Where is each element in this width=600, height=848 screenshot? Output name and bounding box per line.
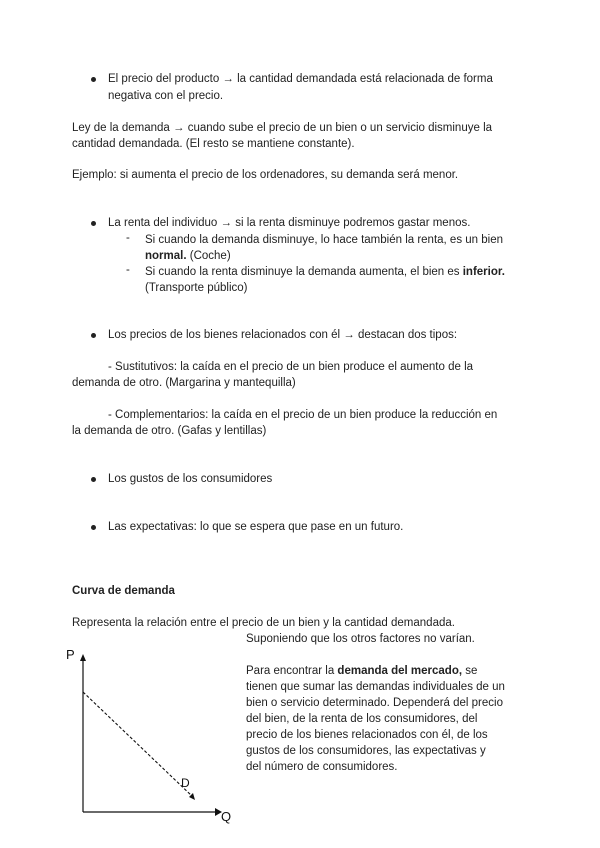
mercado-line: bien o servicio determinado. Dependerá del precio [246, 697, 503, 709]
sub-2-line-2: (Transporte público) [145, 282, 248, 294]
section-heading: Curva de demanda [72, 585, 175, 597]
mercado-pre: Para encontrar la [246, 665, 338, 677]
bullet-dot [91, 77, 96, 82]
suponiendo-text: Suponiendo que los otros factores no varían. [246, 633, 475, 645]
bullet-2-line-1: La renta del individuo → si la renta disminuye podremos gastar menos. [108, 217, 471, 229]
mercado-line: precio de los bienes relacionados con él, de los [246, 729, 488, 741]
sub-1-rest: (Coche) [186, 250, 231, 262]
sub-2-pre: Si cuando la renta disminuye la demanda aumenta, el bien es [145, 266, 463, 278]
mercado-line-1 [246, 663, 477, 679]
bullet-dot [91, 221, 96, 226]
ley-demanda-line-2: cantidad demandada. (El resto se mantiene constante). [72, 138, 355, 150]
representa-text: Representa la relación entre el precio de un bien y la cantidad demandada. [72, 617, 455, 629]
bullet-3-text: Los precios de los bienes relacionados con él → destacan dos tipos: [108, 329, 458, 341]
demanda-mercado-bold: demanda del mercado, [337, 665, 463, 677]
ley-demanda-line-1: Ley de la demanda → cuando sube el precio de un bien o un servicio disminuye la [72, 122, 493, 134]
bullet-4-text: Los gustos de los consumidores [108, 473, 273, 485]
demand-curve-graph [60, 640, 245, 830]
mercado-line: del bien, de la renta de los consumidores, del [246, 713, 478, 725]
sub-dash: - [126, 264, 130, 276]
sustitutivos-line-1: - Sustitutivos: la caída en el precio de un bien produce el aumento de la [108, 361, 474, 373]
bullet-dot [91, 525, 96, 530]
sub-dash: - [126, 232, 130, 244]
normal-bold: normal. [145, 250, 187, 262]
bullet-5-text: Las expectativas: lo que se espera que pase en un futuro. [108, 521, 404, 533]
bullet-1-line-2: negativa con el precio. [108, 90, 224, 102]
sub-2-line-1 [145, 264, 505, 280]
mercado-post: se [462, 665, 478, 677]
bullet-dot [91, 477, 96, 482]
mercado-line: del número de consumidores. [246, 761, 398, 773]
ejemplo-text: Ejemplo: si aumenta el precio de los ordenadores, su demanda será menor. [72, 169, 459, 181]
inferior-bold: inferior. [462, 266, 505, 278]
complementarios-line-2: la demanda de otro. (Gafas y lentillas) [72, 425, 267, 437]
y-axis-arrow [80, 654, 86, 661]
x-axis-label: Q [221, 809, 232, 824]
curve-label: D [181, 776, 190, 790]
mercado-line: tienen que sumar las demandas individuales de un [246, 681, 505, 693]
bullet-1-line-1: El precio del producto → la cantidad demandada está relacionada de forma [108, 73, 493, 85]
demand-line [83, 692, 193, 797]
mercado-line: gustos de los consumidores, las expectativas y [246, 745, 486, 757]
sub-1-line-2 [145, 248, 231, 264]
y-axis-label: P [66, 647, 75, 662]
sustitutivos-line-2: demanda de otro. (Margarina y mantequilla) [72, 377, 296, 389]
bullet-dot [91, 333, 96, 338]
complementarios-line-1: - Complementarios: la caída en el precio de un bien produce la reducción en [108, 409, 498, 421]
sub-1-line-1: Si cuando la demanda disminuye, lo hace también la renta, es un bien [145, 234, 504, 246]
